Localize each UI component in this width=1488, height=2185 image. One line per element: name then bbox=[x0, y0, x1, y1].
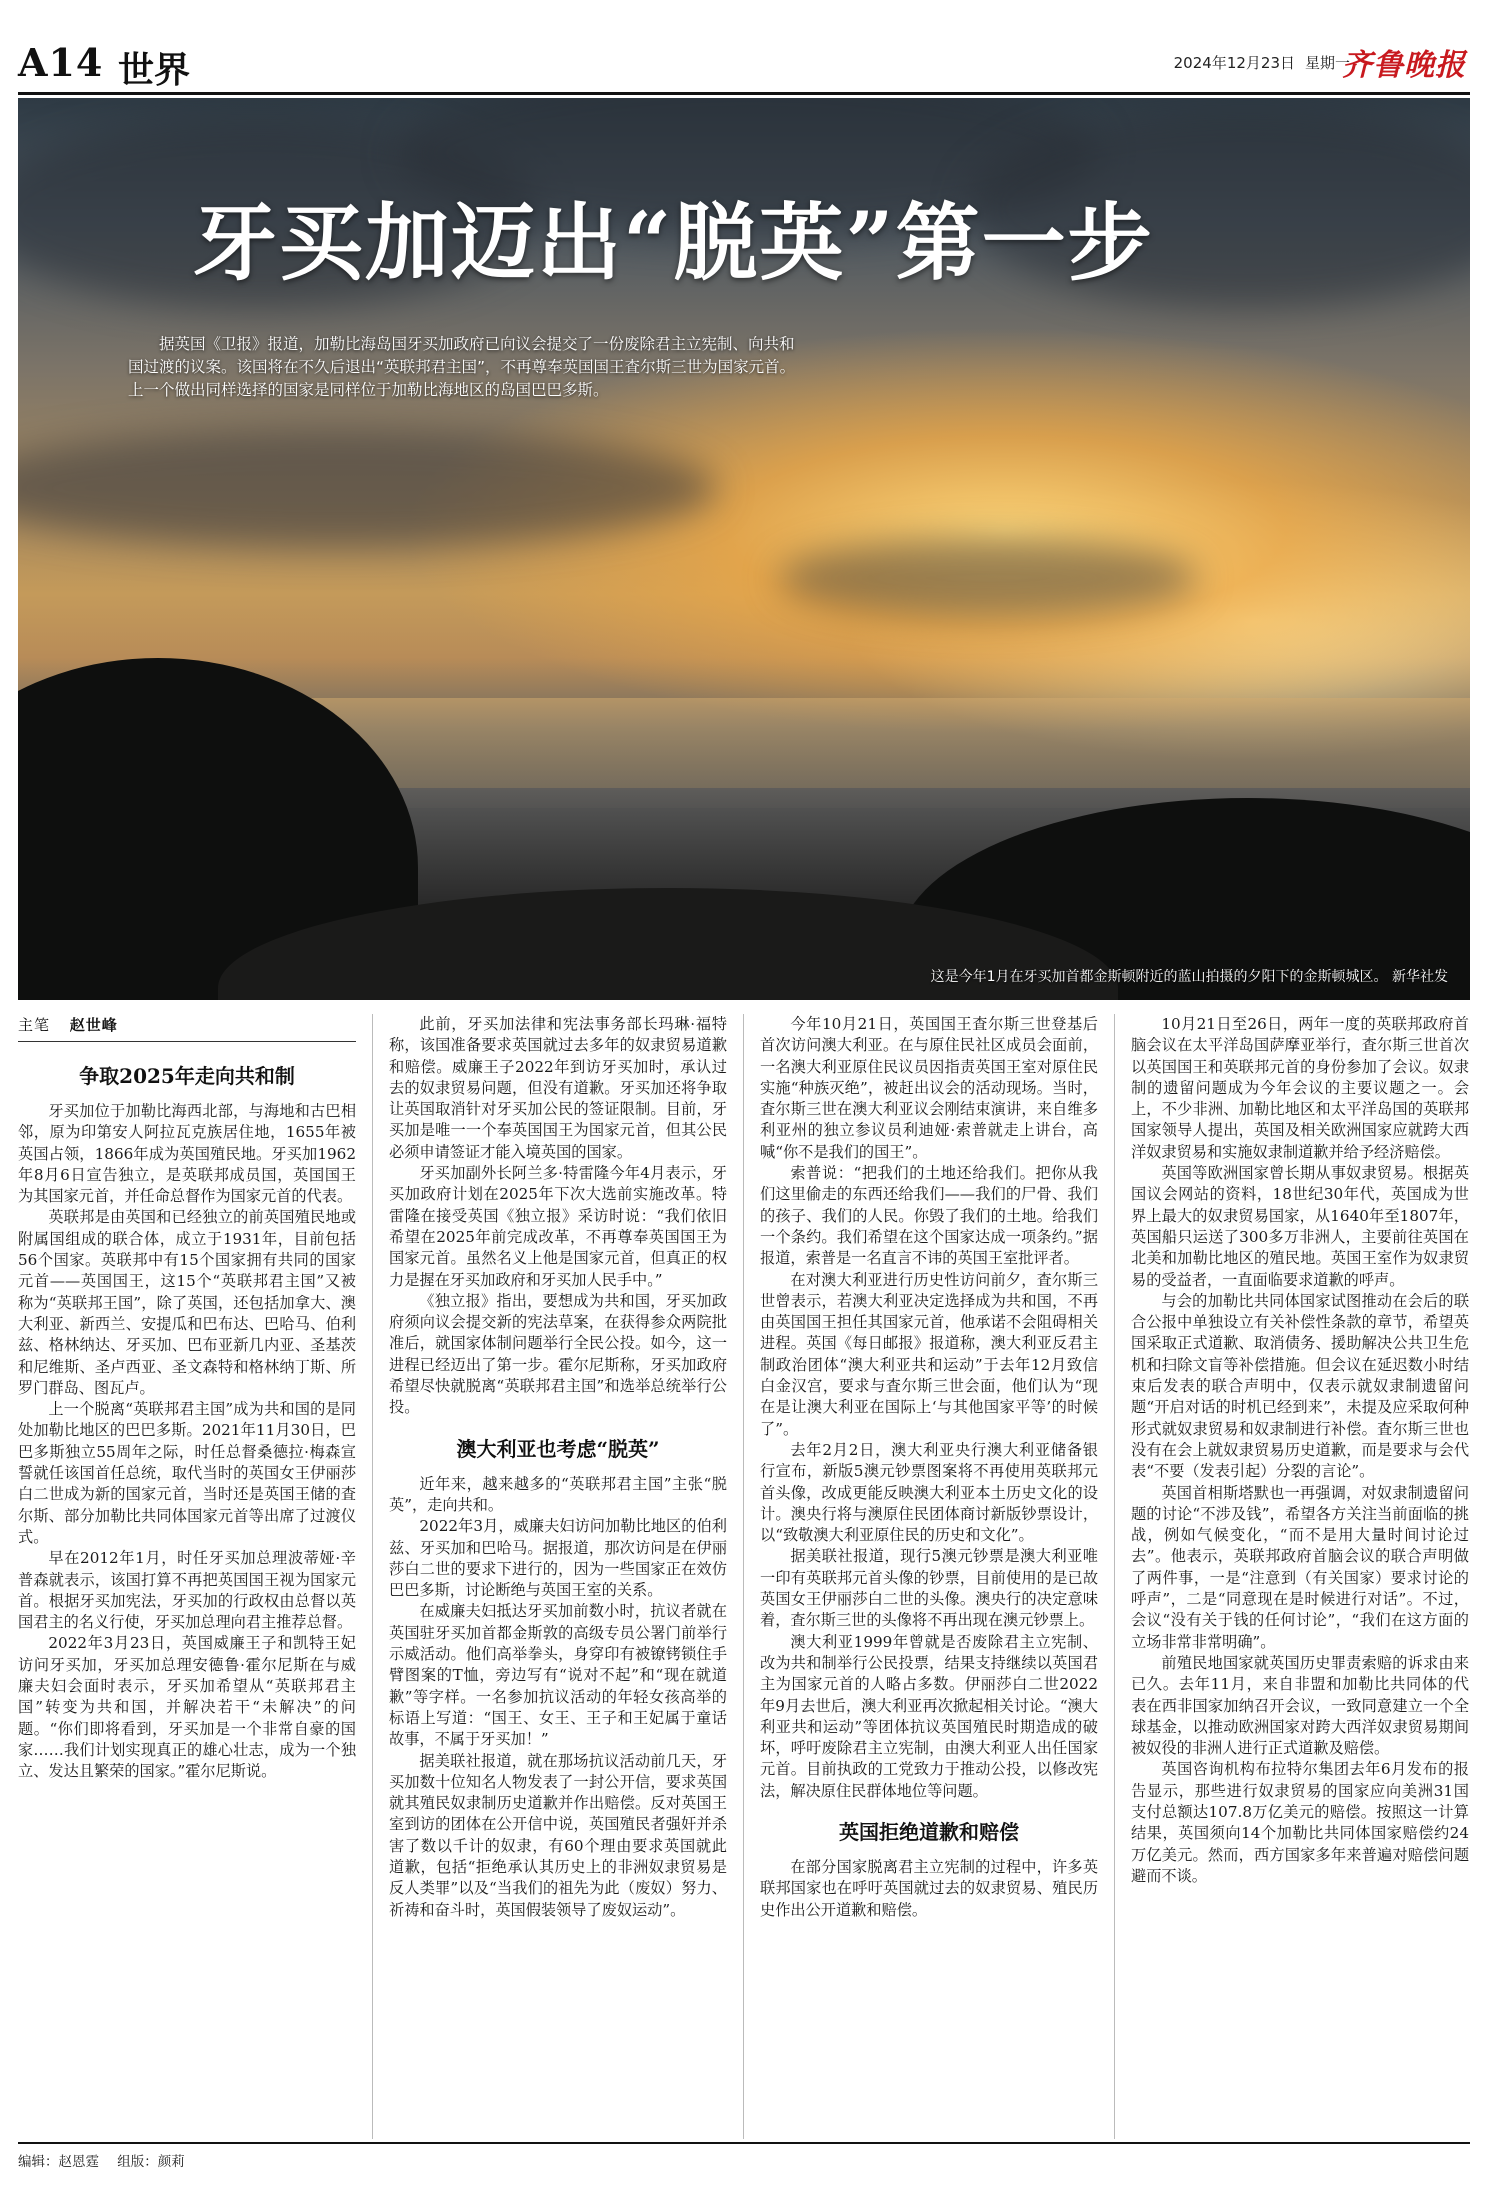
paragraph: 与会的加勒比共同体国家试图推动在会后的联合公报中单独设立有关补偿性条款的章节，希望英国采取正式道歉、取消债务、援助解决公共卫生危机和扫除文盲等补偿措施。但会议在延迟数小时结束后发表的联合声明中，仅表示就奴隶制遗留问题“开启对话的时机已经到来”，未提及应采取何种形式就奴隶贸易和奴隶制进行补偿。査尔斯三世也没有在会上就奴隶贸易历史道歉，而是要求与会代表“不要（发表引起）分裂的言论”。 bbox=[1131, 1291, 1469, 1481]
byline-role: 主笔 bbox=[18, 1016, 51, 1034]
headline: 牙买加迈出“脱英”第一步 bbox=[193, 193, 1154, 292]
paragraph: 2022年3月，威廉夫妇访问加勒比地区的伯利兹、牙买加和巴哈马。据报道，那次访问是在伊丽莎白二世的要求下进行的，因为一些国家正在效仿巴巴多斯，讨论断绝与英国王室的关系。 bbox=[389, 1517, 727, 1600]
photo-cloud bbox=[18, 428, 718, 548]
header-rule bbox=[18, 92, 1470, 95]
issue-date: 2024年12月23日 bbox=[1173, 54, 1295, 72]
masthead bbox=[18, 40, 1470, 92]
paragraph: 去年2月2日，澳大利亚央行澳大利亚储备银行宣布，新版5澳元钞票图案将不再使用英联邦元首头像，改成更能反映澳大利亚本土历史文化的设计。澳央行将与澳原住民团体商讨新版钞票设计，以“致敬澳大利亚原住民的历史和文化”。 bbox=[760, 1440, 1098, 1545]
paragraph: 在威廉夫妇抵达牙买加前数小时，抗议者就在英国驻牙买加首都金斯敦的高级专员公署门前举行示威活动。他们高举拳头，身穿印有被镣铐锁住手臂图案的T恤，旁边写有“说对不起”和“现在就道歉”等字样。一名参加抗议活动的年轻女孩高举的标语上写道：“国王、女王、王子和王妃属于童话故事，不属于牙买加！” bbox=[389, 1602, 727, 1749]
paragraph: 今年10月21日，英国国王査尔斯三世登基后首次访问澳大利亚。在与原住民社区成员会面前，一名澳大利亚原住民议员因指责英国王室对原住民实施“种族灭绝”，被赶出议会的活动现场。当时，査尔斯三世在澳大利亚议会刚结束演讲，来自维多利亚州的独立参议员利迪娅·索普就走上讲台，高喊“你不是我们的国王”。 bbox=[760, 1015, 1098, 1161]
column-divider bbox=[743, 1014, 744, 2139]
column-4 bbox=[1131, 1014, 1469, 1887]
footer-rule bbox=[18, 2142, 1470, 2144]
paragraph: 在对澳大利亚进行历史性访问前夕，査尔斯三世曾表示，若澳大利亚决定选择成为共和国，不再由英国国王担任其国家元首，他承诺不会阻碍相关进程。英国《每日邮报》报道称，澳大利亚反君主制政治团体“澳大利亚共和运动”于去年12月致信白金汉宫，要求与査尔斯三世会面，他们认为“现在是让澳大利亚在国际上‘与其他国家平等’的时候了”。 bbox=[760, 1270, 1098, 1438]
paragraph: 前殖民地国家就英国历史罪责索赔的诉求由来已久。去年11月，来自非盟和加勒比共同体的代表在西非国家加纳召开会议，一致同意建立一个全球基金，以推动欧洲国家对跨大西洋奴隶贸易期间被奴役的非洲人进行正式道歉及赔偿。 bbox=[1131, 1653, 1469, 1758]
column-2 bbox=[389, 1014, 727, 1921]
section-title: 争取2025年走向共和制 bbox=[79, 1064, 295, 1088]
editor-credit: 编辑：赵恩霆 bbox=[18, 2154, 99, 2170]
paragraph: 英国等欧洲国家曾长期从事奴隶贸易。根据英国议会网站的资料，18世纪30年代，英国成为世界上最大的奴隶贸易国家，从1640年至1807年，英国船只运送了300多万非洲人，主要前往英国在北美和加勒比地区的殖民地。英国王室作为奴隶贸易的受益者，一直面临要求道歉的呼声。 bbox=[1131, 1164, 1469, 1289]
page-number: A14 bbox=[18, 40, 104, 85]
column-3 bbox=[760, 1014, 1098, 1921]
paragraph: 近年来，越来越多的“英联邦君主国”主张“脱英”，走向共和。 bbox=[389, 1474, 727, 1514]
paragraph: 英联邦是由英国和已经独立的前英国殖民地或附属国组成的联合体，成立于1931年，目前包括56个国家。英联邦中有15个国家拥有共同的国家元首——英国国王，这15个“英联邦君主国”又被称为“英联邦王国”，除了英国，还包括加拿大、澳大利亚、新西兰、安提瓜和巴布达、巴哈马、伯利兹、格林纳达、牙买加、巴布亚新几内亚、圣基茨和尼维斯、圣卢西亚、圣文森特和格林纳丁斯、所罗门群岛、图瓦卢。 bbox=[18, 1208, 356, 1397]
section-title: 澳大利亚也考虑“脱英” bbox=[456, 1436, 660, 1461]
paragraph: 10月21日至26日，两年一度的英联邦政府首脑会议在太平洋岛国萨摩亚举行，査尔斯三世首次以英国国王和英联邦元首的身份参加了会议。奴隶制的遗留问题成为今年会议的主要议题之一。会上，不少非洲、加勒比地区和太平洋岛国的英联邦国家领导人提出，英国及相关欧洲国家应就跨大西洋奴隶贸易和实施奴隶制道歉并给予经济赔偿。 bbox=[1131, 1015, 1469, 1161]
byline-name: 赵世峰 bbox=[69, 1016, 118, 1034]
footer bbox=[18, 2150, 199, 2170]
paragraph: 据美联社报道，现行5澳元钞票是澳大利亚唯一印有英联邦元首头像的钞票，目前使用的是已故英国女王伊丽莎白二世的头像。澳央行的决定意味着，査尔斯三世的头像将不再出现在澳元钞票上。 bbox=[760, 1547, 1098, 1630]
feature-photo bbox=[18, 98, 1470, 1000]
column-divider bbox=[372, 1014, 373, 2139]
column-divider bbox=[1114, 1014, 1115, 2139]
paragraph: 英国首相斯塔默也一再强调，对奴隶制遗留问题的讨论“不涉及钱”，希望各方关注当前面临的挑战，例如气候变化，“而不是用大量时间讨论过去”。他表示，英联邦政府首脑会议的联合声明做了两件事，一是“注意到（有关国家）要求讨论的呼声”，二是“同意现在是时候进行对话”。不过，会议“没有关于钱的任何讨论”，“我们在这方面的立场非常非常明确”。 bbox=[1131, 1483, 1469, 1651]
paragraph: 在部分国家脱离君主立宪制的过程中，许多英联邦国家也在呼吁英国就过去的奴隶贸易、殖民历史作出公开道歉和赔偿。 bbox=[760, 1857, 1098, 1919]
paragraph: 据美联社报道，就在那场抗议活动前几天，牙买加数十位知名人物发表了一封公开信，要求英国就其殖民奴隶制历史道歉并作出赔偿。反对英国王室到访的团体在公开信中说，英国殖民者强奸并杀害了数以千计的奴隶，有60个理由要求英国就此道歉，包括“拒绝承认其历史上的非洲奴隶贸易是反人类罪”以及“当我们的祖先为此（废奴）努力、祈祷和奋斗时，英国假装领导了废奴运动”。 bbox=[389, 1751, 727, 1919]
paper-logo: 齐鲁晚报 bbox=[1342, 48, 1466, 83]
designer-credit: 组版：颜莉 bbox=[117, 2154, 185, 2170]
byline bbox=[18, 1014, 356, 1042]
lead-paragraph: 据英国《卫报》报道，加勒比海岛国牙买加政府已向议会提交了一份废除君主立宪制、向共和国过渡的议案。该国将在不久后退出“英联邦君主国”，不再尊奉英国国王査尔斯三世为国家元首。上一个做出同样选择的国家是同样位于加勒比海地区的岛国巴巴多斯。 bbox=[128, 335, 796, 399]
paragraph: 早在2012年1月，时任牙买加总理波蒂娅·辛普森就表示，该国打算不再把英国国王视为国家元首。根据牙买加宪法，牙买加的行政权由总督以英国君主的名义行使，牙买加总理向君主推荐总督。 bbox=[18, 1549, 356, 1632]
column-1 bbox=[18, 1014, 356, 1783]
paragraph: 英国咨询机构布拉特尔集团去年6月发布的报告显示，那些进行奴隶贸易的国家应向美洲31国支付总额达107.8万亿美元的赔偿。按照这一计算结果，英国须向14个加勒比共同体国家赔偿约24万亿美元。然而，西方国家多年来普遍对赔偿问题避而不谈。 bbox=[1131, 1760, 1469, 1885]
photo-caption: 这是今年1月在牙买加首都金斯顿附近的蓝山拍摄的夕阳下的金斯顿城区。 新华社发 bbox=[930, 969, 1448, 985]
paragraph: 牙买加位于加勒比海西北部，与海地和古巴相邻，原为印第安人阿拉瓦克族居住地，1655年被英国占领，1866年成为英国殖民地。牙买加1962年8月6日宣告独立，是英联邦成员国，英国国王为其国家元首，并任命总督作为国家元首的代表。 bbox=[18, 1102, 356, 1206]
paragraph: 上一个脱离“英联邦君主国”成为共和国的是同处加勒比地区的巴巴多斯。2021年11月30日，巴巴多斯独立55周年之际，时任总督桑德拉·梅森宣誓就任该国首任总统，取代当时的英国女王伊丽莎白二世成为新的国家元首，当时还是英国王储的査尔斯、部分加勒比共同体国家元首等出席了过渡仪式。 bbox=[18, 1400, 356, 1546]
paragraph: 澳大利亚1999年曾就是否废除君主立宪制、改为共和制举行公民投票，结果支持继续以英国君主为国家元首的人略占多数。伊丽莎白二世2022年9月去世后，澳大利亚再次掀起相关讨论。“澳大利亚共和运动”等团体抗议英国殖民时期造成的破坏，呼吁废除君主立宪制，由澳大利亚人出任国家元首。目前执政的工党致力于推动公投，以修改宪法，解决原住民群体地位等问题。 bbox=[760, 1632, 1098, 1800]
issue-weekday: 星期一 bbox=[1304, 54, 1350, 72]
paragraph: 《独立报》指出，要想成为共和国，牙买加政府须向议会提交新的宪法草案，在获得参众两院批准后，就国家体制问题举行全民公投。如今，这一进程已经迈出了第一步。霍尔尼斯称，牙买加政府希望尽快就脱离“英联邦君主国”和选举总统举行公投。 bbox=[389, 1291, 727, 1417]
section-title: 英国拒绝道歉和赔偿 bbox=[839, 1819, 1019, 1844]
paragraph: 索普说：“把我们的土地还给我们。把你从我们这里偷走的东西还给我们——我们的尸骨、我们的孩子、我们的人民。你毁了我们的土地。给我们一个条约。我们希望在这个国家达成一项条约。”据报道，索普是一名直言不讳的英国王室批评者。 bbox=[760, 1164, 1098, 1268]
paragraph: 牙买加副外长阿兰多·特雷隆今年4月表示，牙买加政府计划在2025年下次大选前实施改革。特雷隆在接受英国《独立报》采访时说：“我们依旧希望在2025年前完成改革，不再尊奉英国国王为国家元首。虽然名义上他是国家元首，但真正的权力是握在牙买加政府和牙买加人民手中。” bbox=[389, 1164, 727, 1289]
paragraph: 2022年3月23日，英国威廉王子和凯特王妃访问牙买加，牙买加总理安德鲁·霍尔尼斯在与威廉夫妇会面时表示，牙买加希望从“英联邦君主国”转变为共和国，并解决若干“未解决”的问题。“你们即将看到，牙买加是一个非常自豪的国家……我们计划实现真正的雄心壮志，成为一个独立、发达且繁荣的国家。”霍尔尼斯说。 bbox=[18, 1634, 356, 1781]
photo-cloud bbox=[778, 538, 1198, 618]
section-name: 世界 bbox=[118, 49, 191, 91]
paragraph: 此前，牙买加法律和宪法事务部长玛琳·福特称，该国准备要求英国就过去多年的奴隶贸易道歉和赔偿。威廉王子2022年到访牙买加时，承认过去的奴隶贸易问题，但没有道歉。牙买加还将争取让英国取消针对牙买加公民的签证限制。目前，牙买加是唯一一个奉英国国王为国家元首，但其公民必须申请签证才能入境英国的国家。 bbox=[389, 1015, 727, 1161]
